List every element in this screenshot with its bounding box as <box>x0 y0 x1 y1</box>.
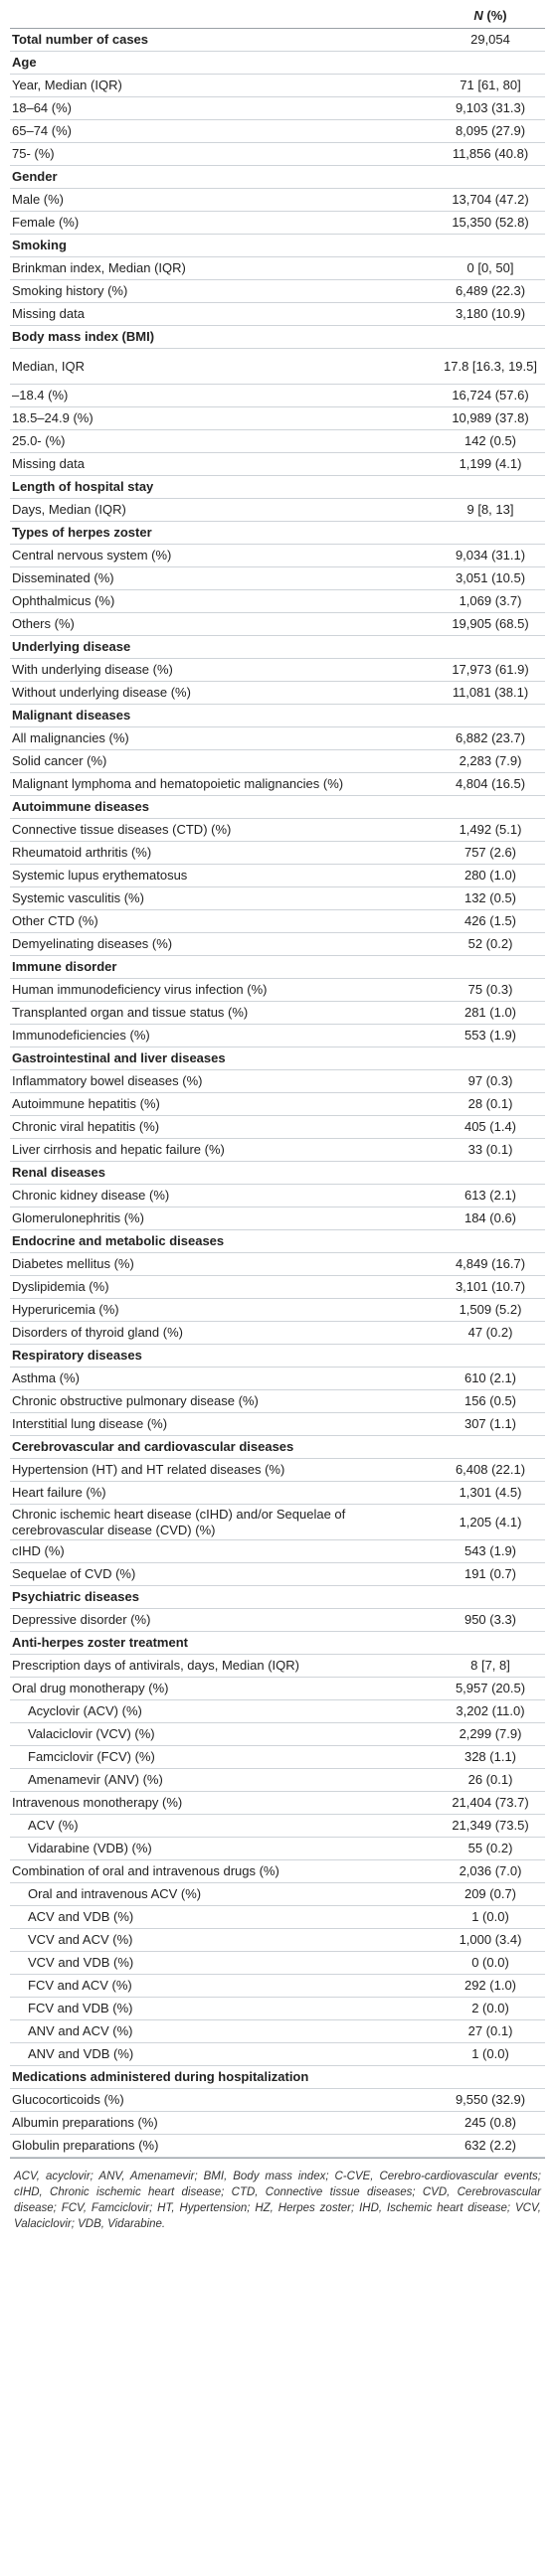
row-value: 1 (0.0) <box>436 1906 545 1929</box>
row-value: 191 (0.7) <box>436 1563 545 1586</box>
table-row <box>10 1838 545 1860</box>
row-label: Connective tissue diseases (CTD) (%) <box>10 819 436 842</box>
row-label: Gastrointestinal and liver diseases <box>10 1047 436 1070</box>
row-label: Missing data <box>10 303 436 326</box>
row-value: 10,989 (37.8) <box>436 407 545 430</box>
table-row <box>10 1322 545 1345</box>
table-row <box>10 1792 545 1815</box>
row-label: Immune disorder <box>10 956 436 979</box>
section-header-row <box>10 2066 545 2089</box>
table-header-row <box>10 2 545 29</box>
table-row <box>10 1678 545 1700</box>
table-row <box>10 727 545 750</box>
table-row <box>10 97 545 120</box>
table-row <box>10 887 545 910</box>
row-value: 613 (2.1) <box>436 1185 545 1208</box>
row-value: 1,492 (5.1) <box>436 819 545 842</box>
table-row <box>10 1299 545 1322</box>
section-header-row <box>10 1047 545 1070</box>
table-row <box>10 1482 545 1505</box>
table-row <box>10 842 545 865</box>
table-row <box>10 349 545 385</box>
table-row <box>10 659 545 682</box>
row-label: Age <box>10 52 436 75</box>
row-label: Chronic ischemic heart disease (cIHD) and/or Sequelae of cerebrovascular disease (CVD) (%) <box>10 1505 436 1540</box>
row-value: 16,724 (57.6) <box>436 385 545 407</box>
row-label: Solid cancer (%) <box>10 750 436 773</box>
row-label: Central nervous system (%) <box>10 545 436 567</box>
row-value: 33 (0.1) <box>436 1139 545 1162</box>
row-value: 47 (0.2) <box>436 1322 545 1345</box>
row-label: Interstitial lung disease (%) <box>10 1413 436 1436</box>
row-value: 1 (0.0) <box>436 2043 545 2066</box>
table-row <box>10 1093 545 1116</box>
row-label: Globulin preparations (%) <box>10 2135 436 2158</box>
row-value: 9 [8, 13] <box>436 499 545 522</box>
row-label: Sequelae of CVD (%) <box>10 1563 436 1586</box>
row-label: Oral and intravenous ACV (%) <box>10 1883 436 1906</box>
row-label: Oral drug monotherapy (%) <box>10 1678 436 1700</box>
row-label: Chronic kidney disease (%) <box>10 1185 436 1208</box>
table-row <box>10 1723 545 1746</box>
row-value: 2,299 (7.9) <box>436 1723 545 1746</box>
row-value: 0 (0.0) <box>436 1952 545 1975</box>
row-value: 21,404 (73.7) <box>436 1792 545 1815</box>
row-label: Albumin preparations (%) <box>10 2112 436 2135</box>
table-row <box>10 1208 545 1230</box>
row-value: 132 (0.5) <box>436 887 545 910</box>
row-label: VCV and ACV (%) <box>10 1929 436 1952</box>
table-row <box>10 257 545 280</box>
row-value: 9,103 (31.3) <box>436 97 545 120</box>
table-row <box>10 1609 545 1632</box>
row-label: Immunodeficiencies (%) <box>10 1025 436 1047</box>
table-row <box>10 1700 545 1723</box>
row-value: 1,069 (3.7) <box>436 590 545 613</box>
row-value: 17,973 (61.9) <box>436 659 545 682</box>
row-label: Body mass index (BMI) <box>10 326 436 349</box>
row-value: 2 (0.0) <box>436 1998 545 2020</box>
row-label: Amenamevir (ANV) (%) <box>10 1769 436 1792</box>
table-row <box>10 1505 545 1540</box>
row-label: Renal diseases <box>10 1162 436 1185</box>
row-label: Disorders of thyroid gland (%) <box>10 1322 436 1345</box>
row-label: Autoimmune hepatitis (%) <box>10 1093 436 1116</box>
row-label: All malignancies (%) <box>10 727 436 750</box>
table-row <box>10 2089 545 2112</box>
row-value: 1,509 (5.2) <box>436 1299 545 1322</box>
row-label: ACV (%) <box>10 1815 436 1838</box>
row-value: 1,205 (4.1) <box>436 1505 545 1540</box>
row-value <box>436 1162 545 1185</box>
table-row <box>10 773 545 796</box>
row-label: ANV and VDB (%) <box>10 2043 436 2066</box>
row-label: Smoking <box>10 235 436 257</box>
row-value: 11,081 (38.1) <box>436 682 545 705</box>
table-row <box>10 385 545 407</box>
row-value: 142 (0.5) <box>436 430 545 453</box>
table-row <box>10 1025 545 1047</box>
row-value: 4,804 (16.5) <box>436 773 545 796</box>
row-value <box>436 705 545 727</box>
row-label: With underlying disease (%) <box>10 659 436 682</box>
row-value: 184 (0.6) <box>436 1208 545 1230</box>
row-label: Disseminated (%) <box>10 567 436 590</box>
row-value: 6,489 (22.3) <box>436 280 545 303</box>
row-value <box>436 235 545 257</box>
table-row <box>10 1655 545 1678</box>
row-label: ANV and ACV (%) <box>10 2020 436 2043</box>
row-label: Asthma (%) <box>10 1368 436 1390</box>
row-label: Total number of cases <box>10 29 436 52</box>
row-value: 292 (1.0) <box>436 1975 545 1998</box>
table-row <box>10 1540 545 1563</box>
table-row <box>10 1746 545 1769</box>
table-row <box>10 1929 545 1952</box>
row-label: Heart failure (%) <box>10 1482 436 1505</box>
row-label: Human immunodeficiency virus infection (%) <box>10 979 436 1002</box>
row-label: Malignant diseases <box>10 705 436 727</box>
section-header-row <box>10 796 545 819</box>
row-value: 75 (0.3) <box>436 979 545 1002</box>
row-label: Combination of oral and intravenous drugs (%) <box>10 1860 436 1883</box>
table-row <box>10 1563 545 1586</box>
row-value: 610 (2.1) <box>436 1368 545 1390</box>
row-value: 281 (1.0) <box>436 1002 545 1025</box>
row-label: Year, Median (IQR) <box>10 75 436 97</box>
row-value: 71 [61, 80] <box>436 75 545 97</box>
row-label: Chronic viral hepatitis (%) <box>10 1116 436 1139</box>
table-row <box>10 1070 545 1093</box>
row-value <box>436 166 545 189</box>
row-value <box>436 1436 545 1459</box>
row-value <box>436 636 545 659</box>
row-value: 55 (0.2) <box>436 1838 545 1860</box>
table-row <box>10 933 545 956</box>
table-row <box>10 499 545 522</box>
row-value: 5,957 (20.5) <box>436 1678 545 1700</box>
row-label: ACV and VDB (%) <box>10 1906 436 1929</box>
table-row <box>10 1413 545 1436</box>
row-label: Vidarabine (VDB) (%) <box>10 1838 436 1860</box>
row-value <box>436 522 545 545</box>
row-value: 15,350 (52.8) <box>436 212 545 235</box>
table-row <box>10 143 545 166</box>
row-value <box>436 52 545 75</box>
table-row <box>10 1998 545 2020</box>
row-label: Diabetes mellitus (%) <box>10 1253 436 1276</box>
row-label: Inflammatory bowel diseases (%) <box>10 1070 436 1093</box>
row-value <box>436 1047 545 1070</box>
row-value: 405 (1.4) <box>436 1116 545 1139</box>
row-label: Systemic vasculitis (%) <box>10 887 436 910</box>
row-label: Other CTD (%) <box>10 910 436 933</box>
table-row <box>10 567 545 590</box>
row-label: Without underlying disease (%) <box>10 682 436 705</box>
row-value: 8 [7, 8] <box>436 1655 545 1678</box>
table-row <box>10 865 545 887</box>
table-body <box>10 29 545 2158</box>
row-label: Missing data <box>10 453 436 476</box>
table-row <box>10 1906 545 1929</box>
row-value: 27 (0.1) <box>436 2020 545 2043</box>
row-value: 553 (1.9) <box>436 1025 545 1047</box>
row-value: 3,101 (10.7) <box>436 1276 545 1299</box>
row-value: 632 (2.2) <box>436 2135 545 2158</box>
row-value <box>436 1230 545 1253</box>
table-row <box>10 1253 545 1276</box>
row-label: Prescription days of antivirals, days, Median (IQR) <box>10 1655 436 1678</box>
row-label: Systemic lupus erythematosus <box>10 865 436 887</box>
row-label: Intravenous monotherapy (%) <box>10 1792 436 1815</box>
row-label: FCV and ACV (%) <box>10 1975 436 1998</box>
row-value: 1,301 (4.5) <box>436 1482 545 1505</box>
row-label: Days, Median (IQR) <box>10 499 436 522</box>
row-label: Autoimmune diseases <box>10 796 436 819</box>
section-header-row <box>10 1230 545 1253</box>
section-header-row <box>10 52 545 75</box>
row-label: Underlying disease <box>10 636 436 659</box>
row-label: 65–74 (%) <box>10 120 436 143</box>
row-value <box>436 956 545 979</box>
row-label: Anti-herpes zoster treatment <box>10 1632 436 1655</box>
row-value <box>436 476 545 499</box>
row-value: 26 (0.1) <box>436 1769 545 1792</box>
row-label: Hyperuricemia (%) <box>10 1299 436 1322</box>
row-label: Respiratory diseases <box>10 1345 436 1368</box>
row-label: Cerebrovascular and cardiovascular diseases <box>10 1436 436 1459</box>
row-label: –18.4 (%) <box>10 385 436 407</box>
section-header-row <box>10 1586 545 1609</box>
row-label: 75- (%) <box>10 143 436 166</box>
row-label: Median, IQR <box>10 349 436 385</box>
row-label: Liver cirrhosis and hepatic failure (%) <box>10 1139 436 1162</box>
header-label-column <box>10 2 436 29</box>
row-value <box>436 1586 545 1609</box>
row-value: 950 (3.3) <box>436 1609 545 1632</box>
row-value: 9,550 (32.9) <box>436 2089 545 2112</box>
table-row <box>10 1139 545 1162</box>
row-label: Gender <box>10 166 436 189</box>
header-n-unit: (%) <box>482 7 507 23</box>
table-row <box>10 1860 545 1883</box>
table-row <box>10 1002 545 1025</box>
row-value: 328 (1.1) <box>436 1746 545 1769</box>
row-value <box>436 796 545 819</box>
table-row <box>10 750 545 773</box>
row-value: 156 (0.5) <box>436 1390 545 1413</box>
table-row <box>10 120 545 143</box>
row-label: Glucocorticoids (%) <box>10 2089 436 2112</box>
section-header-row <box>10 1162 545 1185</box>
row-label: Valaciclovir (VCV) (%) <box>10 1723 436 1746</box>
table-row <box>10 1459 545 1482</box>
section-header-row <box>10 705 545 727</box>
table-row <box>10 819 545 842</box>
row-label: Dyslipidemia (%) <box>10 1276 436 1299</box>
row-label: Glomerulonephritis (%) <box>10 1208 436 1230</box>
row-value <box>436 326 545 349</box>
table-row <box>10 1883 545 1906</box>
row-label: Famciclovir (FCV) (%) <box>10 1746 436 1769</box>
row-label: Female (%) <box>10 212 436 235</box>
section-header-row <box>10 476 545 499</box>
row-value: 11,856 (40.8) <box>436 143 545 166</box>
row-value: 757 (2.6) <box>436 842 545 865</box>
table-row <box>10 979 545 1002</box>
row-label: Ophthalmicus (%) <box>10 590 436 613</box>
row-label: Endocrine and metabolic diseases <box>10 1230 436 1253</box>
row-label: Smoking history (%) <box>10 280 436 303</box>
row-label: Chronic obstructive pulmonary disease (%) <box>10 1390 436 1413</box>
row-value: 21,349 (73.5) <box>436 1815 545 1838</box>
row-value: 426 (1.5) <box>436 910 545 933</box>
table-footnote: ACV, acyclovir; ANV, Amenamevir; BMI, Body mass index; C-CVE, Cerebro-cardiovascular events; cIHD, Chronic ischemic heart disease; CTD, Connective tissue diseases; CVD, Cerebrovascular disease; FCV, Famciclovir; HT, Hypertension; HZ, Herpes zoster; IHD, Ischemic heart disease; VCV, Valaciclovir; VDB, Vidarabine. <box>10 2158 545 2232</box>
row-value <box>436 1345 545 1368</box>
row-label: Malignant lymphoma and hematopoietic malignancies (%) <box>10 773 436 796</box>
row-label: Male (%) <box>10 189 436 212</box>
table-row <box>10 212 545 235</box>
table-row <box>10 303 545 326</box>
row-value: 2,036 (7.0) <box>436 1860 545 1883</box>
table-row <box>10 590 545 613</box>
row-value: 17.8 [16.3, 19.5] <box>436 349 545 385</box>
row-label: Hypertension (HT) and HT related diseases (%) <box>10 1459 436 1482</box>
section-header-row <box>10 326 545 349</box>
row-value: 6,408 (22.1) <box>436 1459 545 1482</box>
table-row <box>10 613 545 636</box>
row-label: Brinkman index, Median (IQR) <box>10 257 436 280</box>
row-value: 280 (1.0) <box>436 865 545 887</box>
table-row <box>10 29 545 52</box>
table-row <box>10 1815 545 1838</box>
table-row <box>10 1769 545 1792</box>
row-value: 4,849 (16.7) <box>436 1253 545 1276</box>
row-value: 543 (1.9) <box>436 1540 545 1563</box>
section-header-row <box>10 636 545 659</box>
section-header-row <box>10 522 545 545</box>
row-label: Rheumatoid arthritis (%) <box>10 842 436 865</box>
table-row <box>10 75 545 97</box>
table-row <box>10 1185 545 1208</box>
row-value: 8,095 (27.9) <box>436 120 545 143</box>
row-value: 1,000 (3.4) <box>436 1929 545 1952</box>
row-label: FCV and VDB (%) <box>10 1998 436 2020</box>
table-row <box>10 2020 545 2043</box>
table-row <box>10 2112 545 2135</box>
table-row <box>10 1276 545 1299</box>
row-value <box>436 1632 545 1655</box>
row-label: Length of hospital stay <box>10 476 436 499</box>
row-label: Depressive disorder (%) <box>10 1609 436 1632</box>
row-value: 52 (0.2) <box>436 933 545 956</box>
row-value: 2,283 (7.9) <box>436 750 545 773</box>
patient-characteristics-table <box>10 2 545 2158</box>
table-row <box>10 189 545 212</box>
row-value: 19,905 (68.5) <box>436 613 545 636</box>
row-label: VCV and VDB (%) <box>10 1952 436 1975</box>
row-value: 9,034 (31.1) <box>436 545 545 567</box>
section-header-row <box>10 956 545 979</box>
row-value: 0 [0, 50] <box>436 257 545 280</box>
table-row <box>10 1952 545 1975</box>
header-n-variable: N <box>473 7 483 23</box>
table-row <box>10 430 545 453</box>
row-label: Psychiatric diseases <box>10 1586 436 1609</box>
table-row <box>10 1975 545 1998</box>
row-label: Demyelinating diseases (%) <box>10 933 436 956</box>
header-n-column <box>436 2 545 29</box>
row-value: 245 (0.8) <box>436 2112 545 2135</box>
table-row <box>10 453 545 476</box>
row-label: 18–64 (%) <box>10 97 436 120</box>
table-row <box>10 1390 545 1413</box>
row-value: 209 (0.7) <box>436 1883 545 1906</box>
row-value: 3,180 (10.9) <box>436 303 545 326</box>
table-row <box>10 910 545 933</box>
table-row <box>10 2135 545 2158</box>
section-header-row <box>10 1632 545 1655</box>
row-label: Transplanted organ and tissue status (%) <box>10 1002 436 1025</box>
row-value: 6,882 (23.7) <box>436 727 545 750</box>
row-value: 3,051 (10.5) <box>436 567 545 590</box>
row-value: 29,054 <box>436 29 545 52</box>
row-value: 3,202 (11.0) <box>436 1700 545 1723</box>
row-label: Medications administered during hospitalization <box>10 2066 436 2089</box>
row-value: 97 (0.3) <box>436 1070 545 1093</box>
row-label: cIHD (%) <box>10 1540 436 1563</box>
table-row <box>10 280 545 303</box>
section-header-row <box>10 1436 545 1459</box>
row-value: 1,199 (4.1) <box>436 453 545 476</box>
row-value: 28 (0.1) <box>436 1093 545 1116</box>
row-label: 18.5–24.9 (%) <box>10 407 436 430</box>
row-label: Acyclovir (ACV) (%) <box>10 1700 436 1723</box>
table-row <box>10 1116 545 1139</box>
section-header-row <box>10 235 545 257</box>
table-row <box>10 1368 545 1390</box>
table-row <box>10 682 545 705</box>
row-label: 25.0- (%) <box>10 430 436 453</box>
row-value <box>436 2066 545 2089</box>
row-value: 13,704 (47.2) <box>436 189 545 212</box>
row-label: Types of herpes zoster <box>10 522 436 545</box>
table-row <box>10 545 545 567</box>
table-row <box>10 407 545 430</box>
section-header-row <box>10 166 545 189</box>
table-row <box>10 2043 545 2066</box>
row-label: Others (%) <box>10 613 436 636</box>
section-header-row <box>10 1345 545 1368</box>
row-value: 307 (1.1) <box>436 1413 545 1436</box>
